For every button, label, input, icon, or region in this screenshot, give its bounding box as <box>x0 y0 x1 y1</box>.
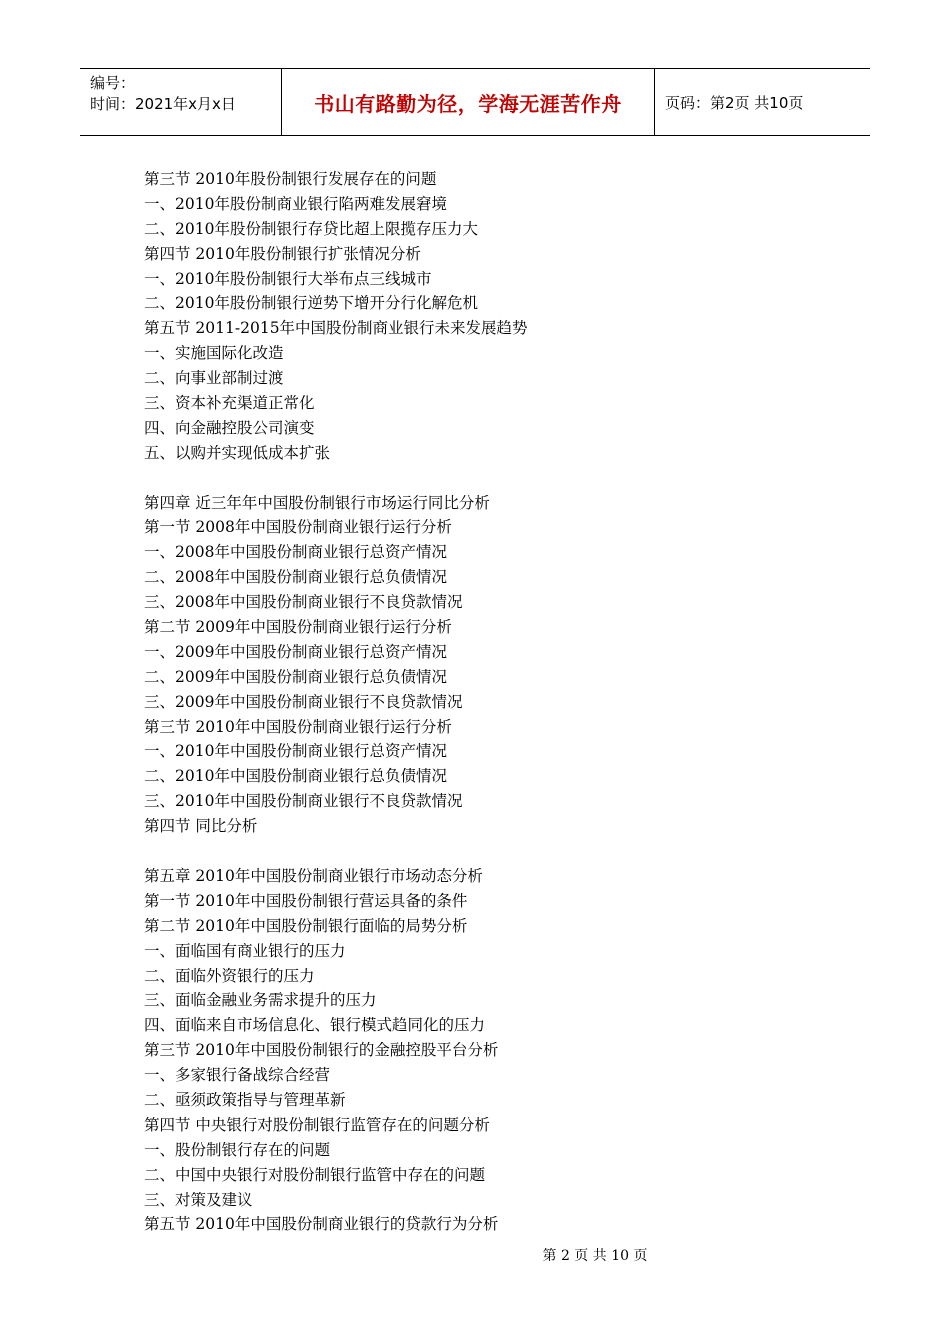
toc-line: 第二节 2010年中国股份制银行面临的局势分析 <box>144 916 468 935</box>
toc-line: 三、资本补充渠道正常化 <box>144 394 315 413</box>
toc-line: 一、2010年股份制商业银行陷两难发展窘境 <box>144 194 447 213</box>
toc-line: 二、2010年中国股份制商业银行总负债情况 <box>144 767 447 786</box>
header-page-info: 页码：第2页 共10页 <box>665 93 804 112</box>
toc-line: 一、2010年股份制银行大举布点三线城市 <box>144 269 432 288</box>
page-header <box>80 68 870 136</box>
toc-line: 三、2009年中国股份制商业银行不良贷款情况 <box>144 692 463 711</box>
toc-line: 第五节 2010年中国股份制商业银行的贷款行为分析 <box>144 1215 499 1234</box>
toc-line: 第三节 2010年中国股份制商业银行运行分析 <box>144 717 452 736</box>
toc-line: 一、面临国有商业银行的压力 <box>144 941 346 960</box>
document-time: 时间：2021年x月x日 <box>90 95 236 113</box>
toc-line: 四、面临来自市场信息化、银行模式趋同化的压力 <box>144 1016 486 1035</box>
toc-line: 二、2010年股份制银行逆势下增开分行化解危机 <box>144 294 478 313</box>
document-number-label: 编号： <box>90 74 136 92</box>
toc-line: 二、向事业部制过渡 <box>144 369 284 388</box>
toc-line: 一、实施国际化改造 <box>144 344 284 363</box>
toc-block-1 <box>144 167 844 466</box>
section-gap <box>144 466 844 491</box>
section-gap <box>144 839 844 864</box>
toc-line: 一、2008年中国股份制商业银行总资产情况 <box>144 543 447 562</box>
toc-line: 二、2010年股份制银行存贷比超上限揽存压力大 <box>144 219 478 238</box>
toc-line: 第三节 2010年股份制银行发展存在的问题 <box>144 170 437 188</box>
footer-page-number: 第 2 页 共 10 页 <box>542 1248 648 1264</box>
toc-line: 一、2010年中国股份制商业银行总资产情况 <box>144 742 447 761</box>
toc-line: 二、2008年中国股份制商业银行总负债情况 <box>144 568 447 587</box>
toc-block-3 <box>144 864 844 1237</box>
toc-line: 第四节 同比分析 <box>144 817 258 836</box>
toc-line: 一、股份制银行存在的问题 <box>144 1140 331 1159</box>
toc-line: 三、面临金融业务需求提升的压力 <box>144 991 377 1010</box>
header-motto: 书山有路勤为径，学海无涯苦作舟 <box>282 69 655 135</box>
toc-line: 第一节 2010年中国股份制银行营运具备的条件 <box>144 891 468 910</box>
toc-line: 第四节 2010年股份制银行扩张情况分析 <box>144 244 421 263</box>
table-of-contents <box>144 167 844 1237</box>
toc-line: 三、对策及建议 <box>144 1190 253 1209</box>
toc-line: 第五节 2011-2015年中国股份制商业银行未来发展趋势 <box>144 319 528 338</box>
toc-line: 三、2010年中国股份制商业银行不良贷款情况 <box>144 792 463 811</box>
toc-line: 五、以购并实现低成本扩张 <box>144 443 331 462</box>
toc-line: 一、2009年中国股份制商业银行总资产情况 <box>144 642 447 661</box>
toc-chapter-title: 第五章 2010年中国股份制商业银行市场动态分析 <box>144 866 483 885</box>
toc-line: 第四节 中央银行对股份制银行监管存在的问题分析 <box>144 1115 490 1134</box>
toc-line: 一、多家银行备战综合经营 <box>144 1066 331 1085</box>
toc-chapter-title: 第四章 近三年年中国股份制银行市场运行同比分析 <box>144 493 490 512</box>
toc-line: 三、2008年中国股份制商业银行不良贷款情况 <box>144 593 463 612</box>
toc-line: 第二节 2009年中国股份制商业银行运行分析 <box>144 618 452 637</box>
toc-line: 四、向金融控股公司演变 <box>144 418 315 437</box>
toc-block-2 <box>144 491 844 839</box>
page-footer <box>0 1245 950 1265</box>
toc-line: 二、中国中央银行对股份制银行监管中存在的问题 <box>144 1165 486 1184</box>
header-meta <box>80 69 282 135</box>
toc-line: 二、亟须政策指导与管理革新 <box>144 1090 346 1109</box>
toc-line: 二、2009年中国股份制商业银行总负债情况 <box>144 667 447 686</box>
toc-line: 二、面临外资银行的压力 <box>144 966 315 985</box>
toc-line: 第一节 2008年中国股份制商业银行运行分析 <box>144 518 452 537</box>
toc-line: 第三节 2010年中国股份制银行的金融控股平台分析 <box>144 1041 499 1060</box>
